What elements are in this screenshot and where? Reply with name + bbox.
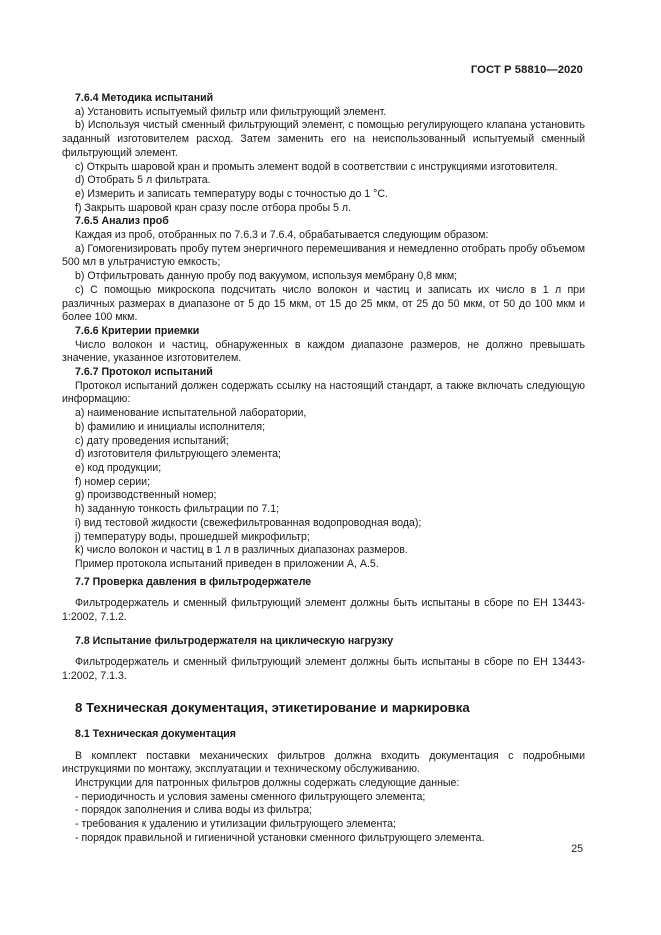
list-item: d) Отобрать 5 л фильтрата.: [75, 174, 211, 187]
list-item: k) число волокон и частиц в 1 л в различных диапазонах размеров.: [75, 544, 408, 557]
list-item: - требования к удалению и утилизации фильтрующего элемента;: [75, 818, 396, 831]
page-number: 25: [571, 843, 583, 855]
list-item: c) С помощью микроскопа подсчитать число волокон и частиц и записать их число в 1 л при различных размерах в диапазоне от 5 до 15 мкм, от 15 до 25 мкм, от 25 до 50 мкм, от 50 до 100 мкм и более 100 мкм.: [62, 283, 585, 324]
paragraph: В комплект поставки механических фильтров должна входить документация с подробными инструкциями по монтажу, эксплуатации и техническому обслуживанию.: [62, 749, 585, 776]
paragraph: Фильтродержатель и сменный фильтрующий элемент должны быть испытаны в сборе по ЕН 13443-1:2002, 7.1.2.: [62, 597, 585, 624]
list-item: e) код продукции;: [75, 461, 162, 474]
list-item: f) номер серии;: [75, 475, 151, 488]
section-heading-7-6-7: 7.6.7 Протокол испытаний: [75, 366, 213, 379]
section-heading-8: 8 Техническая документация, этикетирование и маркировка: [75, 699, 470, 715]
page-content: [62, 92, 585, 845]
list-item: b) фамилию и инициалы исполнителя;: [75, 420, 266, 433]
list-item: b) Используя чистый сменный фильтрующий элемент, с помощью регулирующего клапана установить заданный изготовителем расход. Затем заменить его на неиспользованный испытуемый сменный фильтрующий элемент.: [62, 119, 585, 159]
list-item: c) Открыть шаровой кран и промыть элемент водой в соответствии с инструкциями изготовителя.: [75, 160, 558, 173]
paragraph: Число волокон и частиц, обнаруженных в каждом диапазоне размеров, не должно превышать значение, указанное изготовителем.: [62, 338, 585, 365]
section-heading-7-7: 7.7 Проверка давления в фильтродержателе: [75, 575, 312, 588]
list-item: e) Измерить и записать температуру воды с точностью до 1 °C.: [75, 187, 388, 200]
list-item: f) Закрыть шаровой кран сразу после отбора пробы 5 л.: [75, 201, 351, 214]
list-item: a) Установить испытуемый фильтр или фильтрующий элемент.: [75, 105, 387, 118]
list-item: - порядок заполнения и слива воды из фильтра;: [75, 804, 313, 817]
list-item: j) температуру воды, прошедшей микрофильтр;: [75, 530, 310, 543]
section-heading-7-6-5: 7.6.5 Анализ проб: [75, 215, 169, 228]
list-item: a) Гомогенизировать пробу путем энергичного перемешивания и немедленно отобрать пробу объемом 500 мл в ультрачистую емкость;: [62, 242, 585, 269]
list-item: h) заданную тонкость фильтрации по 7.1;: [75, 503, 280, 516]
section-heading-7-8: 7.8 Испытание фильтродержателя на циклическую нагрузку: [75, 634, 394, 647]
list-item: g) производственный номер;: [75, 489, 217, 502]
section-heading-8-1: 8.1 Техническая документация: [75, 727, 236, 740]
section-heading-7-6-4: 7.6.4 Методика испытаний: [75, 92, 214, 104]
list-item: b) Отфильтровать данную пробу под вакуумом, используя мембрану 0,8 мкм;: [75, 270, 458, 283]
list-item: a) наименование испытательной лаборатории,: [75, 407, 307, 420]
paragraph: Пример протокола испытаний приведен в приложении А, А.5.: [75, 557, 379, 570]
paragraph: Каждая из проб, отобранных по 7.6.3 и 7.6.4, обрабатывается следующим образом:: [75, 229, 489, 242]
list-item: d) изготовителя фильтрующего элемента;: [75, 448, 281, 461]
list-item: - периодичность и условия замены сменного фильтрующего элемента;: [75, 790, 426, 803]
paragraph: Протокол испытаний должен содержать ссылку на настоящий стандарт, а также включать следующую информацию:: [62, 379, 585, 406]
list-item: c) дату проведения испытаний;: [75, 434, 229, 447]
standard-header: ГОСТ Р 58810—2020: [470, 64, 583, 76]
list-item: i) вид тестовой жидкости (свежефильтрованная водопроводная вода);: [75, 516, 422, 529]
list-item: - порядок правильной и гигиеничной установки сменного фильтрующего элемента.: [75, 831, 485, 844]
paragraph: Инструкции для патронных фильтров должны содержать следующие данные:: [75, 776, 460, 789]
section-heading-7-6-6: 7.6.6 Критерии приемки: [75, 324, 200, 337]
paragraph: Фильтродержатель и сменный фильтрующий элемент должны быть испытаны в сборе по ЕН 13443-1:2002, 7.1.3.: [62, 656, 585, 683]
